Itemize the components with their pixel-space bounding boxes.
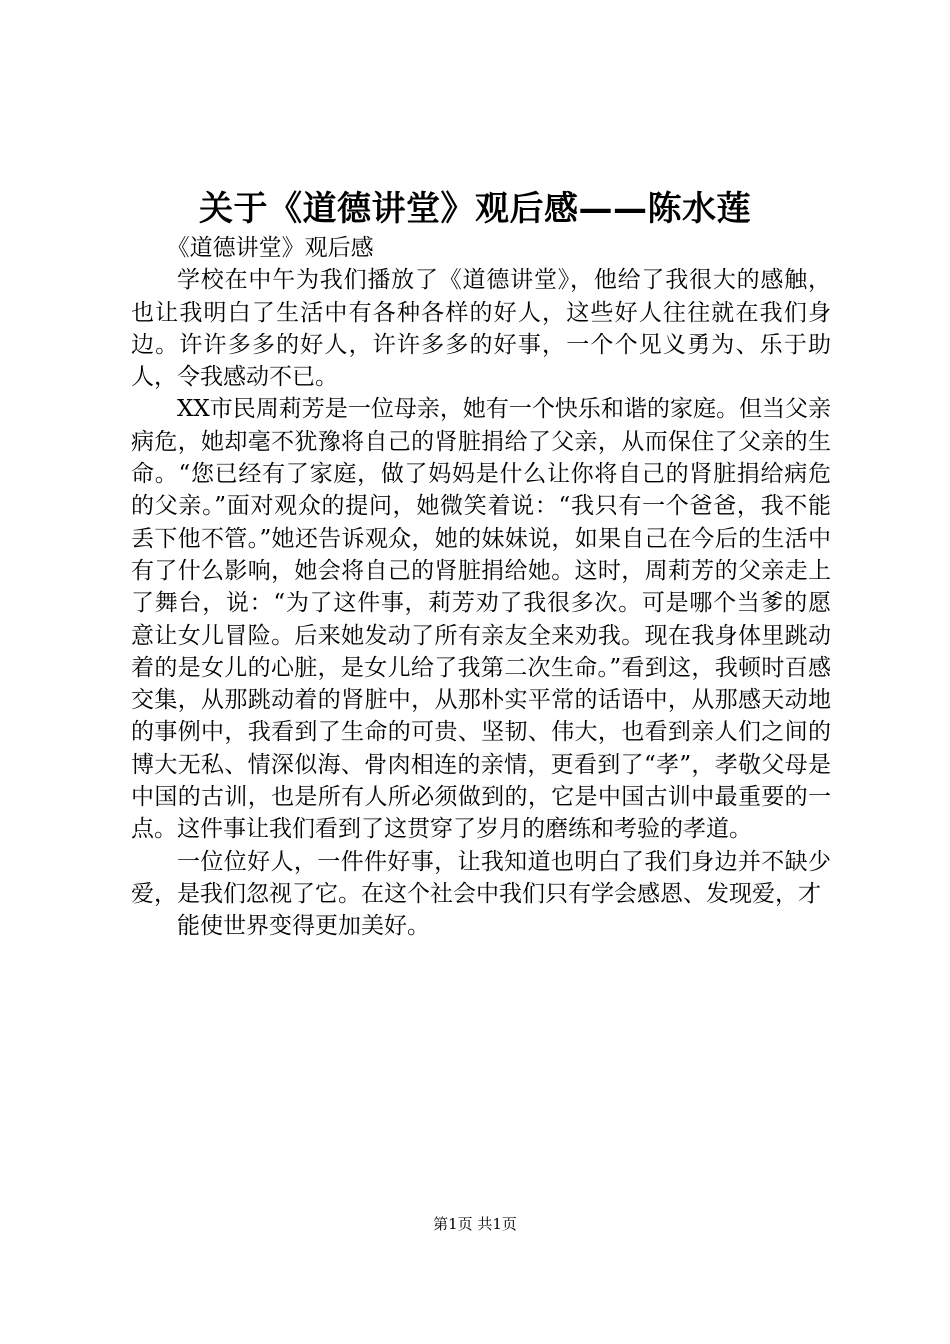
document-title: 关于《道德讲堂》观后感——陈水莲 [199,189,751,229]
paragraph-4: 能使世界变得更加美好。 [177,913,430,940]
paragraph-1: 学校在中午为我们播放了《道德讲堂》，他给了我很大的感触，也让我明白了生活中有各种各样的好人，这些好人往往就在我们身边。许许多多的好人，许许多多的好事，一个个见义勇为、乐于助人，令我感动不已。 [131,267,831,391]
document-body [131,232,831,943]
paragraph-3: 一位位好人，一件件好事，让我知道也明白了我们身边并不缺少爱，是我们忽视了它。在这个社会中我们只有学会感恩、发现爱，才 [131,848,831,907]
document-subtitle: 《道德讲堂》观后感 [166,235,374,261]
page-footer: 第1页 共1页 [433,1215,517,1233]
paragraph-2: XX市民周莉芳是一位母亲，她有一个快乐和谐的家庭。但当父亲病危，她却毫不犹豫将自己的肾脏捐给了父亲，从而保住了父亲的生命。“您已经有了家庭，做了妈妈是什么让你将自己的肾脏捐给病危的父亲。”面对观众的提问，她微笑着说：“我只有一个爸爸，我不能丢下他不管。”她还告诉观众，她的妹妹说，如果自己在今后的生活中有了什么影响，她会将自己的肾脏捐给她。这时，周莉芳的父亲走上了舞台，说：“为了这件事，莉芳劝了我很多次。可是哪个当爹的愿意让女儿冒险。后来她发动了所有亲友全来劝我。现在我身体里跳动着的是女儿的心脏，是女儿给了我第二次生命。”看到这，我顿时百感交集，从那跳动着的肾脏中，从那朴实平常的话语中，从那感天动地的事例中，我看到了生命的可贵、坚韧、伟大，也看到亲人们之间的博大无私、情深似海、骨肉相连的亲情，更看到了“孝”，孝敬父母是中国的古训，也是所有人所必须做到的，它是中国古训中最重要的一点。这件事让我们看到了这贯穿了岁月的磨练和考验的孝道。 [131,396,831,843]
